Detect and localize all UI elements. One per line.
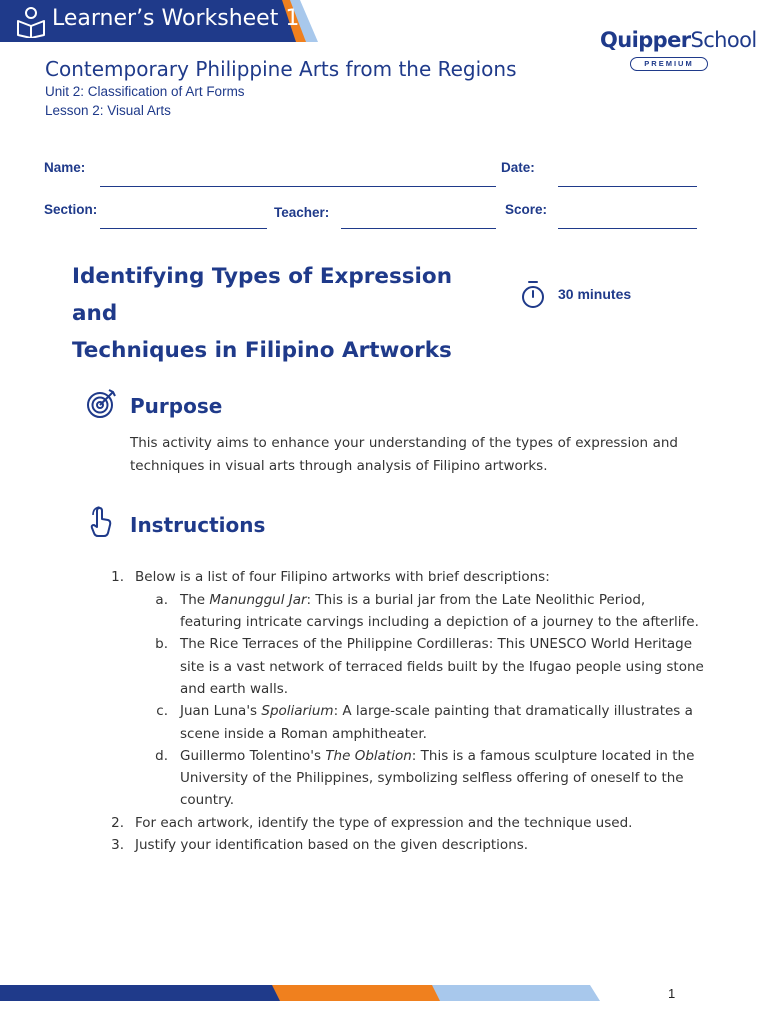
artwork-letter: b. xyxy=(155,636,168,652)
footer-stripe xyxy=(0,985,768,1001)
teacher-label: Teacher: xyxy=(274,205,330,220)
premium-badge: PREMIUM xyxy=(630,57,708,71)
date-label: Date: xyxy=(501,160,535,175)
purpose-heading: Purpose xyxy=(130,394,223,418)
instructions-heading: Instructions xyxy=(130,513,266,537)
step-text: For each artwork, identify the type of expression and the technique used. xyxy=(135,815,633,831)
artwork-description-cont: University of the Philippines, symbolizing selfless offering of oneself to the xyxy=(180,770,684,786)
activity-title-line-1: Identifying Types of Expression and xyxy=(72,264,453,326)
artwork-letter: a. xyxy=(155,592,168,608)
section-label: Section: xyxy=(44,202,98,217)
artwork-letter: c. xyxy=(156,703,168,719)
name-label: Name: xyxy=(44,160,86,175)
lesson-label: Lesson 2: Visual Arts xyxy=(45,103,171,118)
step-number: 3. xyxy=(111,837,124,853)
artwork-description-cont: scene inside a Roman amphitheater. xyxy=(180,726,427,742)
artwork-description: The Manunggul Jar: This is a burial jar from the Late Neolithic Period, xyxy=(180,592,646,608)
artwork-description-cont: and earth walls. xyxy=(180,681,289,697)
artwork-description-cont: featuring intricate carvings including a depiction of a journey to the afterlife. xyxy=(180,614,699,630)
artwork-description-cont: site is a vast network of terraced fields built by the Ifugao people using stone xyxy=(180,659,704,675)
page-number: 1 xyxy=(668,986,676,1001)
step-number: 2. xyxy=(111,815,124,831)
purpose-text: This activity aims to enhance your understanding of the types of expression and techniques in visual arts through analysis of Filipino artworks. xyxy=(130,435,678,474)
unit-label: Unit 2: Classification of Art Forms xyxy=(45,84,245,99)
activity-title-line-2: Techniques in Filipino Artworks xyxy=(72,338,452,363)
quipper-school-logo: QuipperSchool xyxy=(600,28,757,52)
course-title: Contemporary Philippine Arts from the Regions xyxy=(45,57,517,81)
artwork-letter: d. xyxy=(155,748,168,764)
artwork-description: Guillermo Tolentino's The Oblation: This is a famous sculpture located in the xyxy=(180,748,695,764)
step-number: 1. xyxy=(111,569,124,585)
artwork-description: The Rice Terraces of the Philippine Cordilleras: This UNESCO World Heritage xyxy=(180,636,693,652)
step-text: Below is a list of four Filipino artworks with brief descriptions: xyxy=(135,569,550,585)
step-text: Justify your identification based on the given descriptions. xyxy=(135,837,529,853)
duration-label: 30 minutes xyxy=(558,286,632,302)
artwork-description-cont: country. xyxy=(180,792,234,808)
worksheet-title: Learner’s Worksheet 1 xyxy=(52,6,300,31)
score-label: Score: xyxy=(505,202,548,217)
artwork-description: Juan Luna's Spoliarium: A large-scale painting that dramatically illustrates a xyxy=(180,703,693,719)
